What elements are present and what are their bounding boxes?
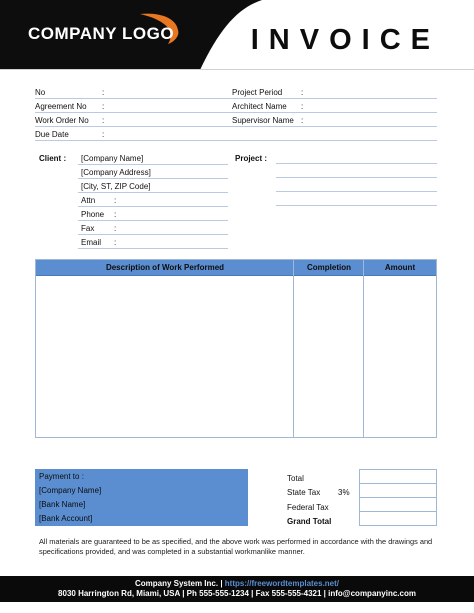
grand-total-value-box[interactable] bbox=[359, 511, 437, 526]
footer-website-link[interactable]: https://freewordtemplates.net/ bbox=[224, 579, 340, 588]
client-company-name-field[interactable] bbox=[78, 152, 228, 165]
field-label: Work Order No bbox=[35, 116, 89, 125]
field-row-no[interactable]: No : bbox=[35, 86, 228, 99]
project-line[interactable] bbox=[276, 191, 437, 192]
payment-bank-name[interactable]: [Bank Name] bbox=[39, 500, 86, 509]
field-label: Agreement No bbox=[35, 102, 87, 111]
footer-separator: | bbox=[218, 579, 225, 588]
amount-cell[interactable] bbox=[364, 277, 436, 437]
payment-company-name[interactable]: [Company Name] bbox=[39, 486, 102, 495]
contact-label: Fax bbox=[81, 224, 95, 233]
divider-line bbox=[228, 140, 437, 141]
payment-box bbox=[35, 469, 248, 526]
client-company-address[interactable]: [Company Address] bbox=[81, 168, 151, 177]
invoice-header bbox=[0, 0, 474, 70]
total-label: Total bbox=[287, 474, 304, 483]
grand-total-label: Grand Total bbox=[287, 517, 332, 526]
field-label: Due Date bbox=[35, 130, 69, 139]
client-label: Client : bbox=[39, 154, 67, 163]
column-header-description: Description of Work Performed bbox=[105, 263, 225, 272]
field-row-architect-name[interactable]: Architect Name : bbox=[228, 100, 437, 113]
federal-tax-label: Federal Tax bbox=[287, 503, 329, 512]
field-row-supervisor-name[interactable]: Supervisor Name : bbox=[228, 114, 437, 127]
client-company-name[interactable]: [Company Name] bbox=[81, 154, 144, 163]
total-value-box[interactable] bbox=[359, 469, 437, 484]
field-row-project-period[interactable]: Project Period : bbox=[228, 86, 437, 99]
project-line[interactable] bbox=[276, 177, 437, 178]
field-row-work-order-no[interactable]: Work Order No : bbox=[35, 114, 228, 127]
field-row-agreement-no[interactable]: Agreement No : bbox=[35, 100, 228, 113]
field-row-due-date[interactable]: Due Date : bbox=[35, 128, 228, 141]
client-attn-field[interactable]: Attn : bbox=[78, 194, 228, 207]
client-city-line[interactable]: [City, ST, ZIP Code] bbox=[81, 182, 151, 191]
contact-label: Attn bbox=[81, 196, 96, 205]
invoice-title: INVOICE bbox=[250, 24, 440, 56]
client-company-address-field[interactable] bbox=[78, 166, 228, 179]
federal-tax-value-box[interactable] bbox=[359, 497, 437, 512]
company-logo-text: COMPANY LOGO bbox=[28, 24, 175, 43]
guarantee-note: All materials are guaranteed to be as specified, and the above work was performed in accordance with the drawings and specifications provided, and was completed in a substantial workmanlike manner. bbox=[39, 537, 433, 556]
state-tax-value-box[interactable] bbox=[359, 483, 437, 498]
state-tax-rate: 3% bbox=[338, 488, 350, 497]
work-table-header bbox=[36, 260, 436, 276]
payment-title: Payment to : bbox=[39, 472, 84, 481]
payment-bank-account[interactable]: [Bank Account] bbox=[39, 514, 93, 523]
client-phone-field[interactable]: Phone : bbox=[78, 208, 228, 221]
project-line[interactable] bbox=[276, 205, 437, 206]
contact-label: Email bbox=[81, 238, 102, 247]
client-email-field[interactable]: Email : bbox=[78, 236, 228, 249]
footer-company-line bbox=[0, 579, 474, 588]
project-line[interactable] bbox=[276, 163, 437, 164]
column-header-completion: Completion bbox=[307, 263, 351, 272]
client-fax-field[interactable]: Fax : bbox=[78, 222, 228, 235]
state-tax-label: State Tax bbox=[287, 488, 321, 497]
field-label: Architect Name bbox=[232, 102, 287, 111]
footer-address-line: 8030 Harrington Rd, Miami, USA | Ph 555-555-1234 | Fax 555-555-4321 | info@companyinc.com bbox=[58, 589, 416, 598]
footer-company-name: Company System Inc. bbox=[134, 579, 219, 588]
contact-label: Phone bbox=[81, 210, 105, 219]
field-label: No bbox=[35, 88, 46, 97]
client-city-field[interactable] bbox=[78, 180, 228, 193]
completion-cell[interactable] bbox=[294, 277, 363, 437]
invoice-footer bbox=[0, 576, 474, 602]
field-label: Supervisor Name bbox=[232, 116, 294, 125]
description-cell[interactable] bbox=[36, 277, 293, 437]
field-label: Project Period bbox=[232, 88, 283, 97]
project-label: Project : bbox=[235, 154, 268, 163]
column-header-amount: Amount bbox=[384, 263, 416, 272]
work-table bbox=[35, 259, 437, 438]
